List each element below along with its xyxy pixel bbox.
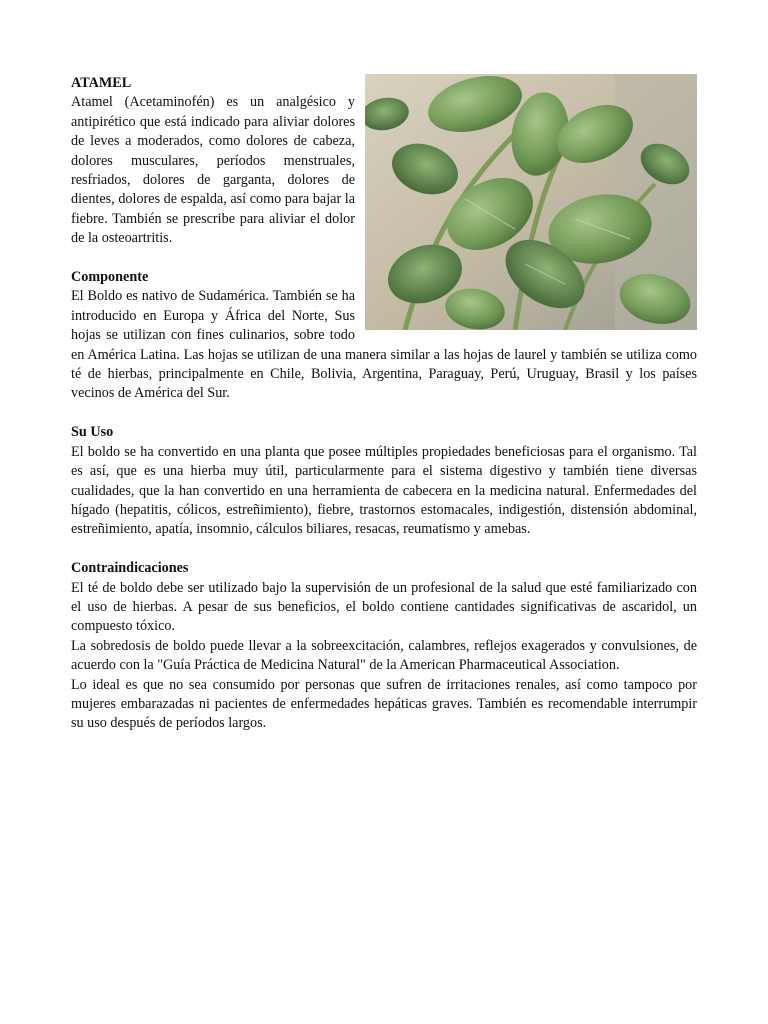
section-heading: Su Uso [71, 424, 114, 441]
section-paragraph: La sobredosis de boldo puede llevar a la sobreexcitación, calambres, reflejos exagerados y convulsiones, de acuerdo con la "Guía Práctica de Medicina Natural" de la American Pharmaceutical Association. [71, 637, 697, 674]
section-paragraph: El boldo se ha convertido en una planta que posee múltiples propiedades beneficiosas para el organismo. Tal es así, que es una hierba muy útil, particularmente para el sistema digestivo y también tiene diversas cualidades, que la han convertido en una herramienta de cabecera en la medicina natural. Enfermedades del hígado (hepatitis, cólicos, estreñimiento), fiebre, trastornos estomacales, indigestión, distensión abdominal, estreñimiento, apatía, insomnio, cálculos biliares, resacas, reumatismo y amebas. [71, 443, 697, 538]
boldo-plant-photo [365, 74, 697, 330]
section-contraindicaciones [71, 559, 697, 734]
section-heading: ATAMEL [71, 75, 132, 91]
section-paragraph: Atamel (Acetaminofén) es un analgésico y antipirético que está indicado para aliviar dolores de leves a moderados, como dolores de cabeza, dolores musculares, períodos menstruales, resfriados, dolores de garganta, dolores de dientes, dolores de espalda, así como para bajar la fiebre. También se prescribe para aliviar el dolor de la osteoartritis. [71, 94, 355, 247]
section-paragraph: Lo ideal es que no sea consumido por personas que sufren de irritaciones renales, así como tampoco por mujeres embarazadas ni pacientes de enfermedades hepáticas graves. También es recomendable interrumpir su uso después de períodos largos. [71, 676, 697, 732]
section-paragraph: El té de boldo debe ser utilizado bajo la supervisión de un profesional de la salud que esté familiarizado con el uso de hierbas. A pesar de sus beneficios, el boldo contiene cantidades significativas de ascaridol, un compuesto tóxico. [71, 579, 697, 635]
section-heading: Componente [71, 269, 149, 286]
section-su-uso [71, 423, 697, 539]
section-paragraph: El Boldo es nativo de Sudamérica. También se ha introducido en Europa y África del Norte, Sus hojas se utilizan con fines culinarios, sobre todo en América Latina. Las hojas se utilizan de una manera similar a las hojas de laurel y también se utiliza como té de hierbas, principalmente en Chile, Bolivia, Argentina, Paraguay, Perú, Uruguay, Brasil y los países vecinos de América del Sur. [71, 288, 697, 402]
plant-image-icon [365, 74, 697, 330]
document-body [71, 74, 697, 734]
section-heading: Contraindicaciones [71, 560, 189, 577]
